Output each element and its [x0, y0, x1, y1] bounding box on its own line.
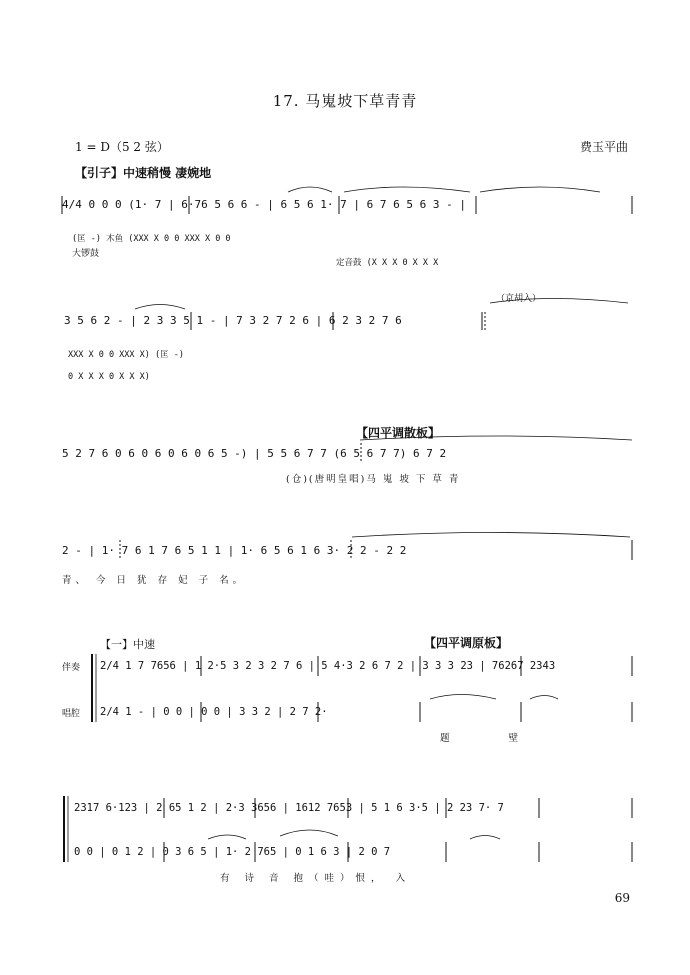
system3-melody: 5 2 7 6 0 6 0 6 0 6 0 6 5 -) | 5 5 6 7 7 (6 5 6 7 7) 6 7 2	[62, 447, 447, 460]
system4-melody: 2 - | 1· 7 6 1 7 6 5 1 1 | 1· 6 5 6 1 6 3· 2 2 - 2 2	[62, 544, 407, 557]
system2-percussion-2: 0 X X X 0 X X X)	[68, 372, 150, 382]
system4-lyrics: 青、 今 日 犹 存 妃 子 名。	[62, 575, 247, 586]
accompaniment-label: 伴奏	[62, 663, 81, 673]
system2-melody: 3 5 6 2 - | 2 3 3 5 1 - | 7 3 2 7 2 6 | 6 2 3 2 7 6	[64, 314, 402, 327]
system5-voice: 2/4 1 - | 0 0 | 0 0 | 3 3 2 | 2 7 2·	[100, 706, 328, 718]
system5-lyrics: 题 壁	[440, 733, 547, 744]
voice-label: 唱腔	[62, 709, 81, 719]
system1-percussion-1: (匡 -) 木鱼 (XXX X 0 0 XXX X 0 0	[72, 234, 231, 244]
song-title: 17. 马嵬坡下草青青	[272, 92, 418, 110]
system3-lyrics: (仓)(唐明皇唱)马 嵬 坡 下 草 青	[286, 474, 461, 485]
page-number: 69	[614, 891, 630, 905]
system2-percussion-1: XXX X 0 0 XXX X) (匡 -)	[68, 350, 184, 360]
system1-melody: 4/4 0 0 0 (1· 7 | 6·76 5 6 6 - | 6 5 6 1· 7 | 6 7 6 5 6 3 - |	[62, 198, 466, 211]
composer-credit: 费玉平曲	[579, 140, 628, 154]
system6-voice: 0 0 | 0 1 2 | 0 3 6 5 | 1· 2 765 | 0 1 6 3 | 2 0 7	[74, 846, 391, 858]
system6-lyrics: 有 诗 音 抱（哇）恨， 入	[220, 873, 412, 884]
siping-sanban-mark: 【四平调散板】	[356, 426, 441, 440]
key-signature: 1 = D（5 2 弦）	[75, 140, 169, 154]
system1-percussion-2: 定音鼓 (X X X 0 X X X	[336, 258, 439, 268]
siping-yuanban-mark: 【四平调原板】	[424, 636, 509, 650]
tempo-mark: 【一】中速	[100, 638, 155, 651]
system6-accompaniment: 2317 6·123 | 2 65 1 2 | 2·3 3656 | 1612 7653 | 5 1 6 3·5 | 2 23 7· 7	[74, 802, 504, 814]
system5-accompaniment: 2/4 1 7 7656 | 1 2·5 3 2 3 2 7 6 | 5 4·3 2 6 7 2 | 3 3 3 23 | 76267 2343	[100, 660, 556, 672]
jinghu-entry-annotation: （京胡入）	[496, 294, 542, 304]
intro-mark: 【引子】中速稍慢 凄婉地	[75, 166, 212, 180]
system1-percussion-label: 大锣鼓	[72, 249, 100, 259]
